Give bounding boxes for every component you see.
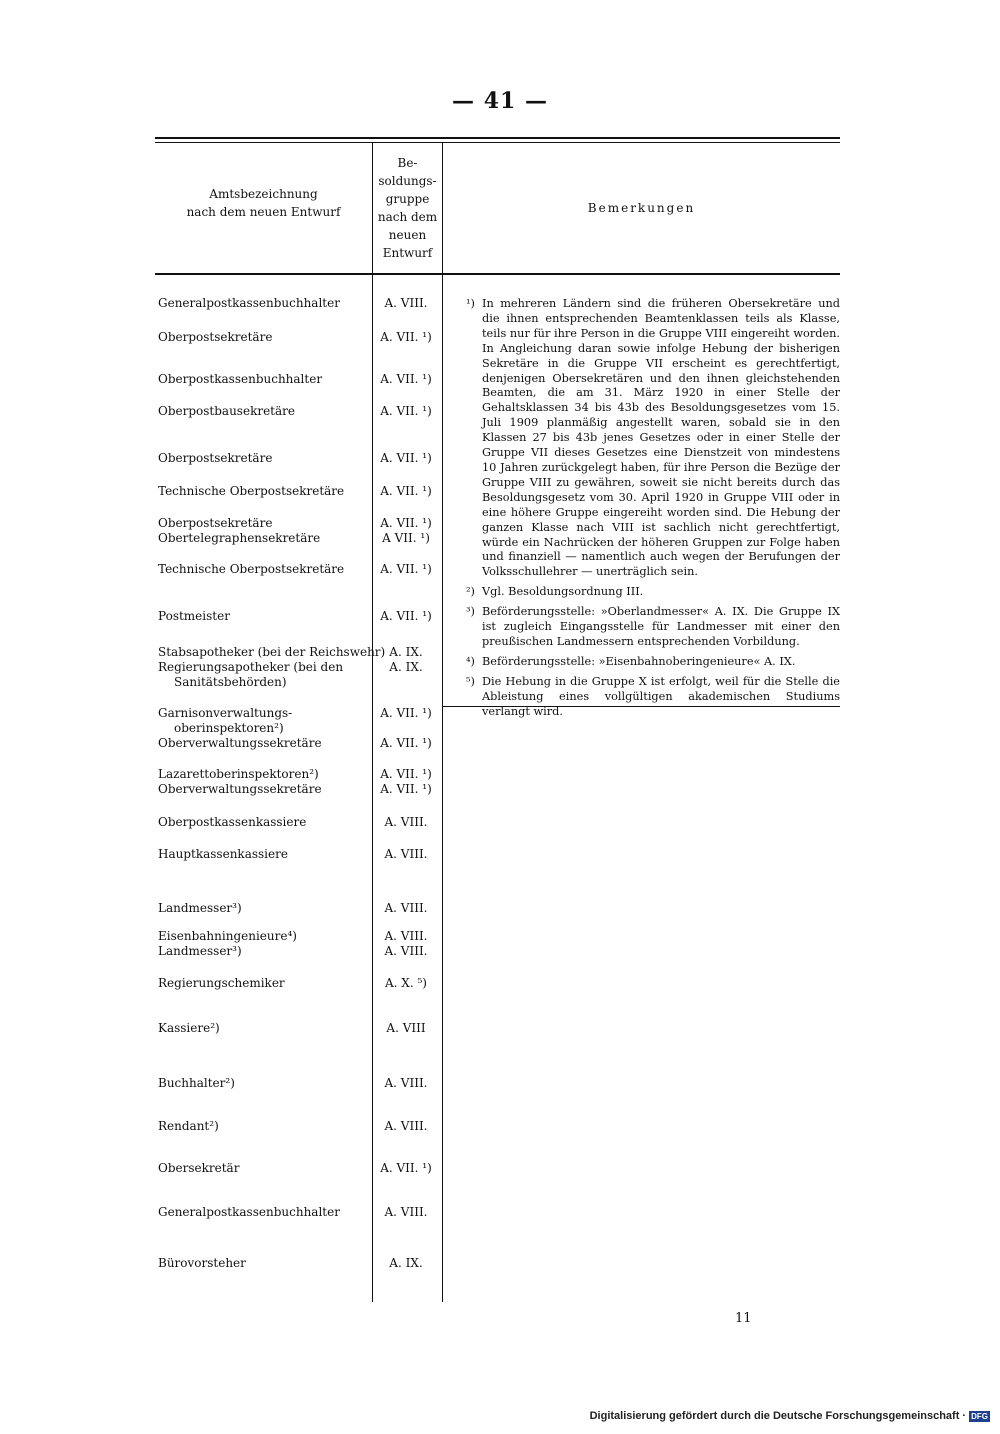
row-group-line: A. VII. ¹) (380, 484, 432, 498)
row-title (158, 330, 272, 345)
row-group-line: A. VIII. (384, 901, 428, 915)
row-group (372, 901, 440, 916)
row-title-line: Technische Oberpostsekretäre (158, 484, 345, 498)
row-group-line: A. VII. ¹) (380, 372, 432, 386)
row-title-line: Oberverwaltungssekretäre (158, 736, 322, 750)
footnote-text: Vgl. Besoldungsordnung III. (482, 585, 644, 599)
row-title (158, 901, 242, 916)
row-title (158, 815, 306, 830)
row-group-line: A. VIII. (384, 944, 428, 958)
row-title-line: Landmesser³) (158, 944, 242, 958)
row-title-line: Landmesser³) (158, 901, 242, 915)
row-group (372, 296, 440, 311)
row-title-line: Bürovorsteher (158, 1256, 246, 1270)
row-group-line: A. VIII (386, 1021, 426, 1035)
row-title-line: Lazarettoberinspektoren²) (158, 767, 319, 781)
row-group-line: A. VII. ¹) (380, 1161, 432, 1175)
row-title-line: Stabsapotheker (bei der Reichswehr) (158, 645, 386, 659)
row-title-line: Obertelegraphensekretäre (158, 531, 321, 545)
remarks-column (466, 297, 840, 724)
row-title-line: Oberpostkassenkassiere (158, 815, 307, 829)
row-group-line: A. VII. ¹) (380, 736, 432, 750)
row-title (158, 976, 285, 991)
row-group (372, 1256, 440, 1271)
footnote (466, 655, 840, 670)
row-title (158, 1021, 220, 1036)
row-group (372, 372, 440, 387)
row-title-line: Eisenbahningenieure⁴) (158, 929, 297, 943)
row-title-line: Regierungschemiker (158, 976, 285, 990)
row-group-line: A. IX. (389, 645, 423, 659)
row-group-line: A. VII. ¹) (380, 562, 432, 576)
row-group (372, 484, 440, 499)
row-group-line: A VII. ¹) (382, 531, 430, 545)
row-group (372, 516, 440, 546)
footnote-text: Die Hebung in die Gruppe X ist erfolgt, weil für die Stelle die Ableistung eines vollgültigen akademischen Studiums verlangt wird. (482, 674, 840, 718)
header-col-remarks: Bemerkungen (587, 201, 696, 215)
row-group-line: A. VII. ¹) (380, 609, 432, 623)
row-title-line: Garnisonverwaltungs- (158, 706, 293, 720)
row-title (158, 1205, 340, 1220)
footnote-mark: ²) (466, 585, 475, 599)
row-title-line: Technische Oberpostsekretäre (158, 562, 345, 576)
row-title (158, 847, 288, 862)
digitization-credit (590, 1410, 990, 1422)
footnote-mark: ³) (466, 605, 475, 619)
row-title (158, 296, 340, 311)
footnote (466, 585, 840, 600)
row-title-line: Hauptkassenkassiere (158, 847, 288, 861)
footnote-text: Beförderungsstelle: »Eisenbahnoberingenieure« A. IX. (482, 654, 796, 668)
row-group (372, 847, 440, 862)
header-col-group-line: neuen (388, 228, 427, 242)
row-title-line: Oberpostbausekretäre (158, 404, 295, 418)
row-group (372, 1076, 440, 1091)
row-group (372, 1021, 440, 1036)
row-title-line: Generalpostkassenbuchhalter (158, 296, 340, 310)
dfg-logo: DFG (971, 1411, 988, 1421)
row-group (372, 1119, 440, 1134)
column-divider-right (442, 142, 443, 1302)
row-group-line: A. VII. ¹) (380, 767, 432, 781)
footnote-mark: ¹) (466, 297, 475, 310)
page-number: — 41 — (452, 88, 548, 114)
row-group-line: A. X. ⁵) (385, 976, 427, 990)
row-group (372, 815, 440, 830)
row-title-line: Buchhalter²) (158, 1076, 235, 1090)
row-title-line: Rendant²) (158, 1119, 219, 1133)
footnote-text: In mehreren Ländern sind die früheren Obersekretäre und die ihnen entsprechenden Beamtenklassen teils als Klasse, teils nur für ihre Person in die Gruppe VIII eingereiht worden. In Angleichung daran sowie infolge Hebung der bisherigen Sekretäre in die Gruppe VII erscheint es gerechtfertigt, denjenigen Obersekretären und den ihnen gleichstehenden Beamten, die am 31. März 1920 in einer Stelle der Gehaltsklassen 34 bis 43b des Besoldungsgesetzes vom 15. Juli 1909 planmäßig angestellt waren, sobald sie in den Klassen 27 bis 43b jenes Gesetzes oder in einer Stelle der Gruppe VII dieses Gesetzes eine Dienstzeit von mindestens 10 Jahren zurückgelegt haben, für ihre Person die Bezüge der Gruppe VIII zu gewähren, soweit sie nicht bereits durch das Besoldungsgesetz vom 30. April 1920 in Gruppe VIII oder in eine höhere Gruppe eingereiht worden sind. Die Hebung der ganzen Klasse nach VIII ist sachlich nicht gerechtfertigt, würde ein Nachrücken der höheren Gruppen zur Folge haben und finanziell — namentlich auch wegen der Berufungen der Volksschullehrer — unerträglich sein. (482, 297, 840, 579)
row-title (158, 516, 320, 546)
row-title (158, 484, 344, 499)
row-title-line: Sanitätsbehörden) (174, 675, 287, 689)
row-group (372, 562, 440, 577)
row-title (158, 706, 322, 751)
row-title (158, 404, 295, 419)
header-col-group-line: gruppe (385, 192, 430, 206)
footnote (466, 605, 840, 650)
row-title-line: Regierungsapotheker (bei den (158, 660, 344, 674)
row-group-line: A. IX. (389, 660, 423, 674)
row-group (372, 976, 440, 991)
row-title (158, 1076, 235, 1091)
footnote-text: Beförderungsstelle: »Oberlandmesser« A. IX. Die Gruppe IX ist zugleich Eingangsstelle für Landmesser mit einer den preußischen Landmessern entsprechenden Vorbildung. (482, 605, 840, 648)
table-top-rule-thick (155, 137, 840, 139)
row-title (158, 562, 344, 577)
row-group-line: A. VIII. (384, 847, 428, 861)
signature-mark: 11 (735, 1311, 752, 1326)
row-group-line: A. VII. ¹) (380, 782, 432, 796)
row-title-line: Oberpostsekretäre (158, 516, 273, 530)
footnote-mark: ⁵) (466, 674, 475, 688)
header-col-group-line: Entwurf (382, 246, 433, 260)
row-title-line: oberinspektoren²) (174, 721, 284, 735)
row-group-line: A. VIII. (384, 929, 428, 943)
digitization-credit-text: Digitalisierung gefördert durch die Deutsche Forschungsgemeinschaft · (589, 1410, 967, 1422)
row-group-line: A. VII. ¹) (380, 404, 432, 418)
footnote (466, 297, 840, 580)
row-group-line: A. VII. ¹) (380, 516, 432, 530)
header-col-group-line: Be- (397, 156, 418, 170)
row-group-line (372, 721, 440, 736)
row-group (372, 330, 440, 345)
row-group (372, 1205, 440, 1220)
row-title-line: Kassiere²) (158, 1021, 220, 1035)
row-title (158, 1161, 239, 1176)
header-col-group (373, 154, 442, 262)
row-title (158, 451, 272, 466)
row-title-line: Oberpostkassenbuchhalter (158, 372, 323, 386)
row-title-line: Oberpostsekretäre (158, 451, 273, 465)
row-group (372, 1161, 440, 1176)
row-title (158, 929, 297, 959)
header-col-title-line: Amtsbezeichnung (209, 187, 318, 201)
row-group-line: A. IX. (389, 1256, 423, 1270)
row-group (372, 404, 440, 419)
row-group-line: A. VII. ¹) (380, 451, 432, 465)
header-col-title-line: nach dem neuen Entwurf (186, 205, 341, 219)
row-group-line: A. VII. ¹) (380, 706, 432, 720)
row-group-line: A. VIII. (384, 1119, 428, 1133)
row-group (372, 645, 440, 675)
row-group (372, 609, 440, 624)
row-group-line: A. VIII. (384, 815, 428, 829)
row-title-line: Oberverwaltungssekretäre (158, 782, 322, 796)
row-title-line: Generalpostkassenbuchhalter (158, 1205, 340, 1219)
row-title (158, 1119, 219, 1134)
row-title (158, 609, 230, 624)
row-group (372, 451, 440, 466)
row-title (158, 645, 385, 690)
footnote-mark: ⁴) (466, 654, 475, 668)
header-col-group-line: soldungs- (378, 174, 437, 188)
header-col-group-line: nach dem (377, 210, 438, 224)
row-title-line: Oberpostsekretäre (158, 330, 273, 344)
row-group-line: A. VIII. (384, 1076, 428, 1090)
row-group (372, 706, 440, 751)
header-bottom-rule (155, 273, 840, 275)
header-col-title (155, 185, 372, 221)
footnote (466, 675, 840, 720)
row-title-line: Obersekretär (158, 1161, 240, 1175)
table-top-rule-thin (155, 142, 840, 143)
row-title (158, 767, 322, 797)
row-title (158, 1256, 246, 1271)
row-group (372, 929, 440, 959)
row-title (158, 372, 322, 387)
row-group-line: A. VIII. (384, 1205, 428, 1219)
row-title-line: Postmeister (158, 609, 230, 623)
row-group (372, 767, 440, 797)
row-group-line: A. VIII. (384, 296, 428, 310)
row-group-line: A. VII. ¹) (380, 330, 432, 344)
